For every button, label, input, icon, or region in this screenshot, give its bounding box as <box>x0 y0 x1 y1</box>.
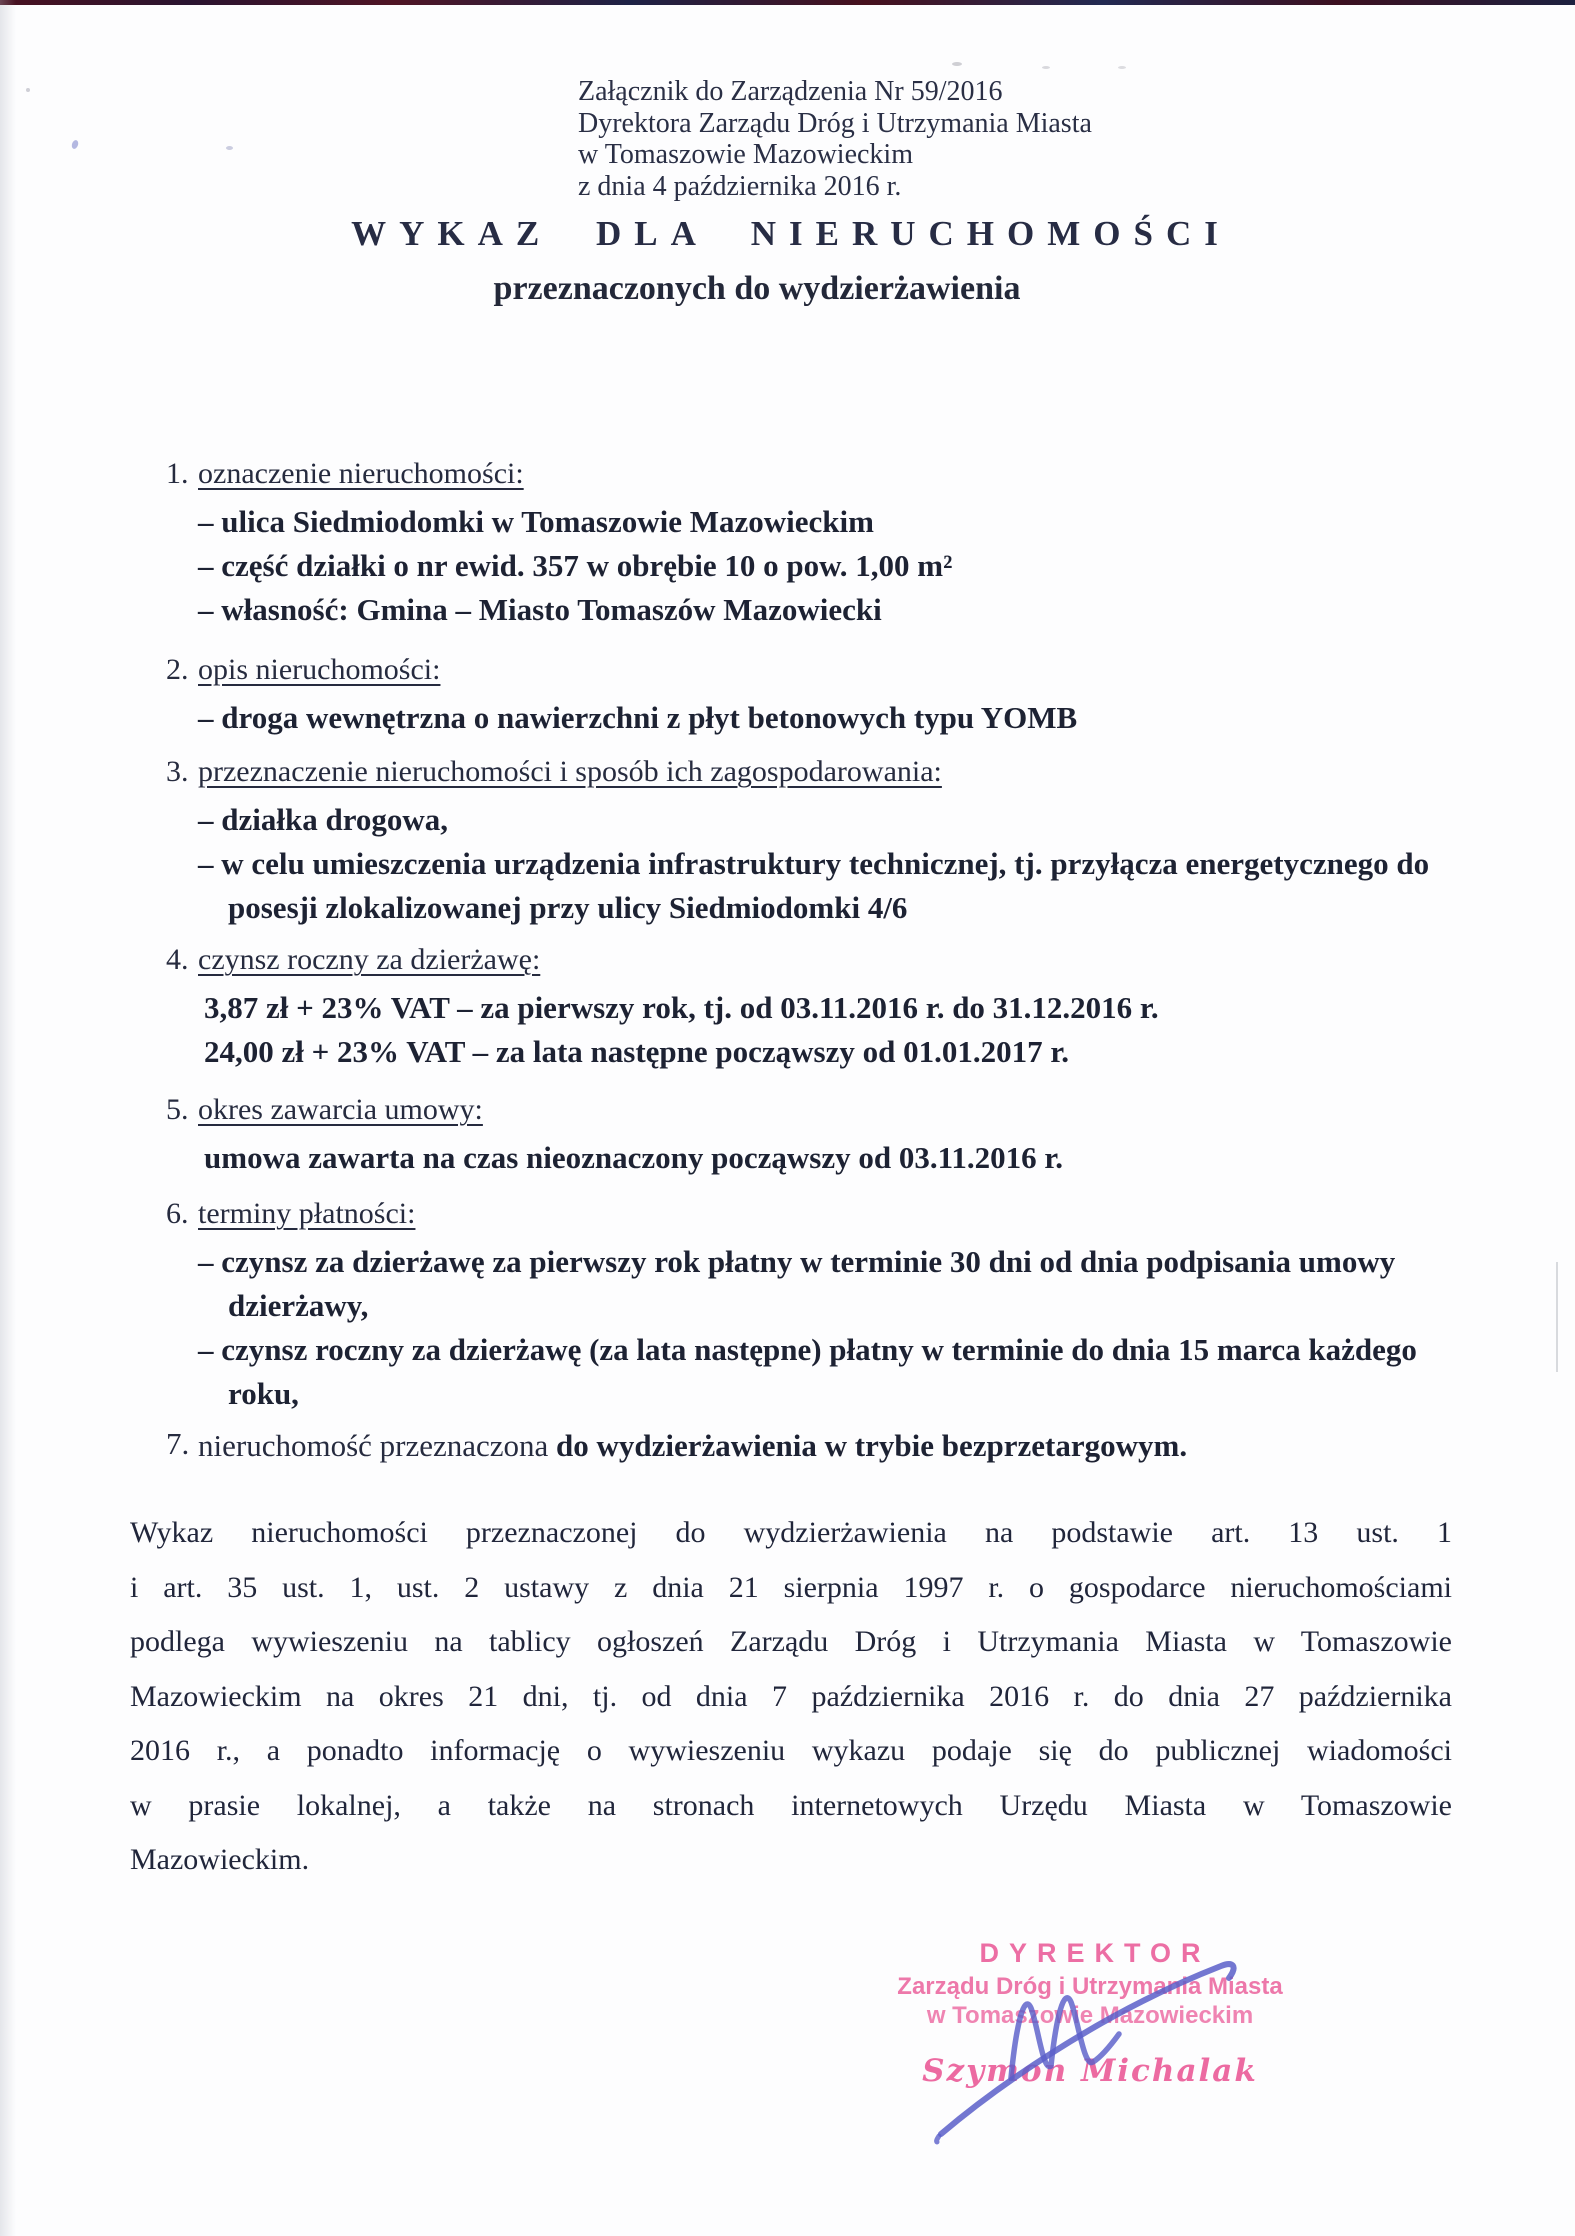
item-line: – działka drogowa, <box>198 802 449 837</box>
item-number: 1. <box>166 457 189 490</box>
list-item-1 <box>166 456 1458 632</box>
scan-artifact-top-edge <box>0 0 1575 5</box>
item-number: 6. <box>166 1197 189 1230</box>
item-heading: czynsz roczny za dzierżawę: <box>198 943 541 976</box>
scan-speck <box>952 62 962 66</box>
scan-speck <box>1118 66 1126 69</box>
item-heading: opis nieruchomości: <box>198 653 441 686</box>
paragraph-line: Mazowieckim. <box>130 1843 310 1876</box>
item-number: 7. <box>166 1426 190 1461</box>
stamp-title: DYREKTOR <box>979 1938 1211 1968</box>
scan-speck <box>1042 66 1050 69</box>
document-subtitle: przeznaczonych do wydzierżawienia <box>493 270 1021 307</box>
item-line: – ulica Siedmiodomki w Tomaszowie Mazowieckim <box>198 504 874 539</box>
scan-artifact-right-streak <box>1556 1262 1558 1372</box>
item-text-bold: do wydzierżawienia w trybie bezprzetargowym. <box>556 1428 1188 1463</box>
list-item-6 <box>166 1196 1458 1416</box>
reference-line: Dyrektora Zarządu Dróg i Utrzymania Miasta <box>578 107 1092 139</box>
reference-line: w Tomaszowie Mazowieckim <box>578 139 913 170</box>
item-number: 5. <box>166 1093 189 1126</box>
item-line: umowa zawarta na czas nieoznaczony począwszy od 03.11.2016 r. <box>204 1140 1064 1175</box>
attachment-reference-header <box>578 76 1092 202</box>
paragraph-line: 2016 r., a ponadto informację o wywieszeniu wykazu podaje się do publicznej wiadomości <box>130 1734 1452 1767</box>
item-number: 3. <box>166 755 189 788</box>
paragraph-line: podlega wywieszeniu na tablicy ogłoszeń Zarządu Dróg i Utrzymania Miasta w Tomaszowie <box>130 1625 1452 1658</box>
stamp-org-line: Zarządu Dróg i Utrzymania Miasta <box>897 1973 1283 2000</box>
paragraph-line: i art. 35 ust. 1, ust. 2 ustawy z dnia 21 sierpnia 1997 r. o gospodarce nieruchomościami <box>130 1570 1452 1604</box>
item-heading: terminy płatności: <box>198 1197 416 1230</box>
closing-paragraph <box>130 1506 1452 1888</box>
handwritten-signature <box>893 1946 1255 2146</box>
list-item-3 <box>166 754 1458 930</box>
stamp-city-line: w Tomaszowie Mazowieckim <box>926 2002 1254 2029</box>
list-item-5 <box>166 1092 1458 1180</box>
paragraph-line: Mazowieckim na okres 21 dni, tj. od dnia 7 października 2016 r. do dnia 27 października <box>130 1679 1452 1713</box>
item-line: – droga wewnętrzna o nawierzchni z płyt betonowych typu YOMB <box>198 700 1078 735</box>
item-heading: oznaczenie nieruchomości: <box>198 457 524 490</box>
item-line: – w celu umieszczenia urządzenia infrastruktury technicznej, tj. przyłącza energetycznego do posesji zlokalizowanej przy ulicy Siedmiodomki 4/6 <box>198 846 1430 925</box>
item-number: 2. <box>166 653 189 686</box>
item-heading: okres zawarcia umowy: <box>198 1093 483 1126</box>
reference-line: z dnia 4 października 2016 r. <box>578 170 902 202</box>
item-line: – własność: Gmina – Miasto Tomaszów Mazowiecki <box>198 592 882 627</box>
scan-artifact-left-edge <box>0 0 16 2236</box>
item-number: 4. <box>166 943 189 976</box>
scan-speck <box>226 146 233 150</box>
item-line: – część działki o nr ewid. 357 w obrębie 10 o pow. 1,00 m² <box>198 548 953 583</box>
item-text-regular: nieruchomość przeznaczona <box>198 1428 549 1463</box>
list-item-4 <box>166 942 1458 1074</box>
document-title: WYKAZ DLA NIERUCHOMOŚCI <box>351 214 1231 253</box>
scan-speck <box>71 139 80 150</box>
reference-line: Załącznik do Zarządzenia Nr 59/2016 <box>578 76 1003 107</box>
item-line: – czynsz za dzierżawę za pierwszy rok płatny w terminie 30 dni od dnia podpisania umowy dzierżawy, <box>198 1244 1396 1323</box>
list-item-7 <box>166 1426 1458 1466</box>
list-item-2 <box>166 652 1458 740</box>
item-heading: przeznaczenie nieruchomości i sposób ich zagospodarowania: <box>198 755 942 788</box>
item-line: – czynsz roczny za dzierżawę (za lata następne) płatny w terminie do dnia 15 marca każdego roku, <box>198 1332 1417 1411</box>
stamp-signer-name: Szymon Michalak <box>922 2053 1258 2089</box>
item-line: 3,87 zł + 23% VAT – za pierwszy rok, tj. od 03.11.2016 r. do 31.12.2016 r. <box>204 990 1159 1025</box>
paragraph-line: Wykaz nieruchomości przeznaczonej do wydzierżawienia na podstawie art. 13 ust. 1 <box>130 1516 1452 1549</box>
item-line: 24,00 zł + 23% VAT – za lata następne począwszy od 01.01.2017 r. <box>204 1034 1070 1069</box>
scan-speck <box>26 88 30 92</box>
paragraph-line: w prasie lokalnej, a także na stronach internetowych Urzędu Miasta w Tomaszowie <box>130 1788 1452 1822</box>
